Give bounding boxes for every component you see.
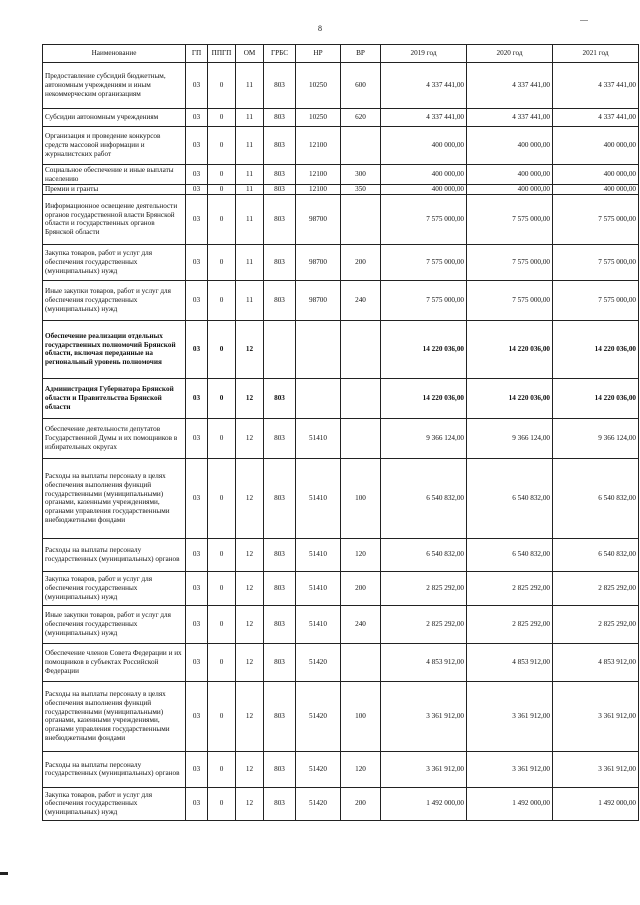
table-row xyxy=(43,194,639,244)
row-2019-cell: 7 575 000,00 xyxy=(381,244,467,280)
row-grbs-cell: 803 xyxy=(264,571,296,605)
row-vr-cell xyxy=(341,643,381,681)
row-2019-cell: 400 000,00 xyxy=(381,165,467,185)
row-ppgp-cell: 0 xyxy=(208,109,236,127)
row-2020-cell: 4 853 912,00 xyxy=(467,643,553,681)
row-om-cell: 12 xyxy=(236,681,264,751)
row-nr-cell: 51410 xyxy=(296,605,341,643)
row-2020-cell: 2 825 292,00 xyxy=(467,571,553,605)
row-2020-cell: 1 492 000,00 xyxy=(467,787,553,820)
row-name-cell: Расходы на выплаты персоналу государственных (муниципальных) органов xyxy=(43,751,186,787)
row-ppgp-cell: 0 xyxy=(208,320,236,378)
row-2021-cell: 400 000,00 xyxy=(553,127,639,165)
row-2021-cell: 4 337 441,00 xyxy=(553,63,639,109)
row-nr-cell: 12100 xyxy=(296,165,341,185)
row-grbs-cell: 803 xyxy=(264,458,296,538)
row-grbs-cell: 803 xyxy=(264,643,296,681)
row-nr-cell xyxy=(296,378,341,418)
table-row xyxy=(43,244,639,280)
row-nr-cell xyxy=(296,320,341,378)
row-2020-cell: 7 575 000,00 xyxy=(467,244,553,280)
row-2021-cell: 7 575 000,00 xyxy=(553,244,639,280)
row-vr-cell: 240 xyxy=(341,605,381,643)
table-row xyxy=(43,681,639,751)
row-gp-cell: 03 xyxy=(186,63,208,109)
row-gp-cell: 03 xyxy=(186,681,208,751)
table-row xyxy=(43,185,639,195)
row-2021-cell: 6 540 832,00 xyxy=(553,538,639,571)
row-gp-cell: 03 xyxy=(186,458,208,538)
row-2019-cell: 400 000,00 xyxy=(381,185,467,195)
row-2019-cell: 14 220 036,00 xyxy=(381,320,467,378)
row-gp-cell: 03 xyxy=(186,185,208,195)
row-nr-cell: 51420 xyxy=(296,787,341,820)
row-name-cell: Субсидии автономным учреждениям xyxy=(43,109,186,127)
header-cell-nr: НР xyxy=(296,45,341,63)
row-gp-cell: 03 xyxy=(186,109,208,127)
row-2021-cell: 14 220 036,00 xyxy=(553,320,639,378)
table-body xyxy=(43,63,639,821)
row-vr-cell xyxy=(341,127,381,165)
row-2019-cell: 4 853 912,00 xyxy=(381,643,467,681)
row-2021-cell: 9 366 124,00 xyxy=(553,418,639,458)
row-ppgp-cell: 0 xyxy=(208,751,236,787)
table-row xyxy=(43,418,639,458)
row-grbs-cell: 803 xyxy=(264,538,296,571)
row-nr-cell: 12100 xyxy=(296,185,341,195)
row-ppgp-cell: 0 xyxy=(208,244,236,280)
row-grbs-cell: 803 xyxy=(264,63,296,109)
row-name-cell: Расходы на выплаты персоналу в целях обеспечения выполнения функций государственными (муниципальными) органами, казенными учреждениями, органами управления государственными внебюджетными фондами xyxy=(43,681,186,751)
row-gp-cell: 03 xyxy=(186,787,208,820)
row-2020-cell: 3 361 912,00 xyxy=(467,751,553,787)
row-grbs-cell: 803 xyxy=(264,127,296,165)
row-name-cell: Информационное освещение деятельности органов государственной власти Брянской области и государственных органов Брянской области xyxy=(43,194,186,244)
row-om-cell: 12 xyxy=(236,605,264,643)
page-number: 8 xyxy=(318,24,322,33)
row-vr-cell xyxy=(341,194,381,244)
row-2021-cell: 2 825 292,00 xyxy=(553,571,639,605)
row-om-cell: 12 xyxy=(236,378,264,418)
row-ppgp-cell: 0 xyxy=(208,418,236,458)
row-vr-cell: 300 xyxy=(341,165,381,185)
row-2021-cell: 3 361 912,00 xyxy=(553,681,639,751)
row-nr-cell: 10250 xyxy=(296,63,341,109)
row-vr-cell: 200 xyxy=(341,244,381,280)
row-2021-cell: 4 337 441,00 xyxy=(553,109,639,127)
row-grbs-cell: 803 xyxy=(264,165,296,185)
header-cell-grbs: ГРБС xyxy=(264,45,296,63)
header-cell-2020: 2020 год xyxy=(467,45,553,63)
row-2020-cell: 6 540 832,00 xyxy=(467,458,553,538)
row-name-cell: Социальное обеспечение и иные выплаты населению xyxy=(43,165,186,185)
row-ppgp-cell: 0 xyxy=(208,458,236,538)
table-row xyxy=(43,63,639,109)
row-vr-cell: 240 xyxy=(341,280,381,320)
row-gp-cell: 03 xyxy=(186,605,208,643)
row-2019-cell: 7 575 000,00 xyxy=(381,280,467,320)
table-row xyxy=(43,458,639,538)
row-vr-cell: 120 xyxy=(341,751,381,787)
row-nr-cell: 51410 xyxy=(296,538,341,571)
row-2021-cell: 7 575 000,00 xyxy=(553,194,639,244)
row-vr-cell: 100 xyxy=(341,458,381,538)
row-nr-cell: 51410 xyxy=(296,418,341,458)
row-vr-cell: 200 xyxy=(341,787,381,820)
row-gp-cell: 03 xyxy=(186,571,208,605)
row-om-cell: 11 xyxy=(236,194,264,244)
row-gp-cell: 03 xyxy=(186,165,208,185)
row-name-cell: Закупка товаров, работ и услуг для обеспечения государственных (муниципальных) нужд xyxy=(43,244,186,280)
row-om-cell: 11 xyxy=(236,280,264,320)
row-nr-cell: 10250 xyxy=(296,109,341,127)
row-om-cell: 12 xyxy=(236,787,264,820)
row-nr-cell: 98700 xyxy=(296,194,341,244)
row-nr-cell: 51420 xyxy=(296,643,341,681)
header-cell-2019: 2019 год xyxy=(381,45,467,63)
row-2020-cell: 2 825 292,00 xyxy=(467,605,553,643)
table-row xyxy=(43,643,639,681)
table-row xyxy=(43,320,639,378)
row-name-cell: Иные закупки товаров, работ и услуг для обеспечения государственных (муниципальных) нужд xyxy=(43,280,186,320)
header-cell-om: ОМ xyxy=(236,45,264,63)
table-row xyxy=(43,378,639,418)
table-row xyxy=(43,109,639,127)
row-om-cell: 12 xyxy=(236,643,264,681)
row-vr-cell xyxy=(341,378,381,418)
row-ppgp-cell: 0 xyxy=(208,127,236,165)
row-2019-cell: 4 337 441,00 xyxy=(381,109,467,127)
row-2021-cell: 400 000,00 xyxy=(553,185,639,195)
row-vr-cell xyxy=(341,418,381,458)
row-ppgp-cell: 0 xyxy=(208,280,236,320)
row-2020-cell: 4 337 441,00 xyxy=(467,63,553,109)
row-gp-cell: 03 xyxy=(186,751,208,787)
table-row xyxy=(43,127,639,165)
row-2019-cell: 400 000,00 xyxy=(381,127,467,165)
row-2020-cell: 14 220 036,00 xyxy=(467,320,553,378)
row-name-cell: Закупка товаров, работ и услуг для обеспечения государственных (муниципальных) нужд xyxy=(43,571,186,605)
row-grbs-cell: 803 xyxy=(264,605,296,643)
row-gp-cell: 03 xyxy=(186,194,208,244)
row-2019-cell: 14 220 036,00 xyxy=(381,378,467,418)
row-ppgp-cell: 0 xyxy=(208,787,236,820)
table-row xyxy=(43,280,639,320)
row-name-cell: Организация и проведение конкурсов средств массовой информации и журналистских работ xyxy=(43,127,186,165)
row-vr-cell: 120 xyxy=(341,538,381,571)
row-2020-cell: 7 575 000,00 xyxy=(467,194,553,244)
row-grbs-cell: 803 xyxy=(264,681,296,751)
row-vr-cell: 200 xyxy=(341,571,381,605)
row-name-cell: Иные закупки товаров, работ и услуг для обеспечения государственных (муниципальных) нужд xyxy=(43,605,186,643)
row-grbs-cell: 803 xyxy=(264,378,296,418)
row-om-cell: 12 xyxy=(236,418,264,458)
row-gp-cell: 03 xyxy=(186,127,208,165)
row-gp-cell: 03 xyxy=(186,418,208,458)
row-grbs-cell: 803 xyxy=(264,280,296,320)
row-gp-cell: 03 xyxy=(186,643,208,681)
row-2020-cell: 7 575 000,00 xyxy=(467,280,553,320)
row-vr-cell xyxy=(341,320,381,378)
row-grbs-cell: 803 xyxy=(264,787,296,820)
table-row xyxy=(43,787,639,820)
row-name-cell: Администрация Губернатора Брянской области и Правительства Брянской области xyxy=(43,378,186,418)
row-vr-cell: 620 xyxy=(341,109,381,127)
row-2021-cell: 1 492 000,00 xyxy=(553,787,639,820)
row-ppgp-cell: 0 xyxy=(208,194,236,244)
row-2019-cell: 2 825 292,00 xyxy=(381,605,467,643)
row-name-cell: Расходы на выплаты персоналу в целях обеспечения выполнения функций государственными (муниципальными) органами, казенными учреждениями, органами управления государственными внебюджетными фондами xyxy=(43,458,186,538)
row-name-cell: Предоставление субсидий бюджетным, автономным учреждениям и иным некоммерческим организациям xyxy=(43,63,186,109)
row-om-cell: 11 xyxy=(236,244,264,280)
table-row xyxy=(43,571,639,605)
row-2020-cell: 400 000,00 xyxy=(467,185,553,195)
header-cell-name: Наименование xyxy=(43,45,186,63)
row-ppgp-cell: 0 xyxy=(208,681,236,751)
row-2021-cell: 2 825 292,00 xyxy=(553,605,639,643)
row-grbs-cell: 803 xyxy=(264,185,296,195)
row-2019-cell: 6 540 832,00 xyxy=(381,538,467,571)
row-gp-cell: 03 xyxy=(186,244,208,280)
row-nr-cell: 51420 xyxy=(296,751,341,787)
row-name-cell: Премии и гранты xyxy=(43,185,186,195)
row-ppgp-cell: 0 xyxy=(208,165,236,185)
row-nr-cell: 51410 xyxy=(296,571,341,605)
row-om-cell: 11 xyxy=(236,185,264,195)
row-2020-cell: 4 337 441,00 xyxy=(467,109,553,127)
row-grbs-cell: 803 xyxy=(264,109,296,127)
row-2021-cell: 400 000,00 xyxy=(553,165,639,185)
row-om-cell: 11 xyxy=(236,165,264,185)
row-gp-cell: 03 xyxy=(186,538,208,571)
table-row xyxy=(43,751,639,787)
row-om-cell: 11 xyxy=(236,63,264,109)
row-om-cell: 12 xyxy=(236,320,264,378)
row-2019-cell: 1 492 000,00 xyxy=(381,787,467,820)
row-2020-cell: 6 540 832,00 xyxy=(467,538,553,571)
header-cell-ppgp: ППГП xyxy=(208,45,236,63)
header-cell-gp: ГП xyxy=(186,45,208,63)
row-2019-cell: 9 366 124,00 xyxy=(381,418,467,458)
budget-table xyxy=(42,44,639,821)
row-om-cell: 12 xyxy=(236,538,264,571)
row-vr-cell: 600 xyxy=(341,63,381,109)
row-gp-cell: 03 xyxy=(186,280,208,320)
row-om-cell: 12 xyxy=(236,751,264,787)
row-2021-cell: 14 220 036,00 xyxy=(553,378,639,418)
header-cell-vr: ВР xyxy=(341,45,381,63)
row-2020-cell: 3 361 912,00 xyxy=(467,681,553,751)
row-grbs-cell: 803 xyxy=(264,194,296,244)
row-grbs-cell xyxy=(264,320,296,378)
row-2019-cell: 3 361 912,00 xyxy=(381,751,467,787)
row-name-cell: Обеспечение деятельности депутатов Государственной Думы и их помощников в избирательных округах xyxy=(43,418,186,458)
row-vr-cell: 350 xyxy=(341,185,381,195)
row-2019-cell: 7 575 000,00 xyxy=(381,194,467,244)
row-2021-cell: 3 361 912,00 xyxy=(553,751,639,787)
row-gp-cell: 03 xyxy=(186,320,208,378)
table-row xyxy=(43,538,639,571)
row-ppgp-cell: 0 xyxy=(208,571,236,605)
row-2020-cell: 400 000,00 xyxy=(467,165,553,185)
row-2019-cell: 4 337 441,00 xyxy=(381,63,467,109)
row-nr-cell: 98700 xyxy=(296,280,341,320)
header-cell-2021: 2021 год xyxy=(553,45,639,63)
row-nr-cell: 12100 xyxy=(296,127,341,165)
row-ppgp-cell: 0 xyxy=(208,378,236,418)
table-header-row xyxy=(43,45,639,63)
row-nr-cell: 51420 xyxy=(296,681,341,751)
row-ppgp-cell: 0 xyxy=(208,643,236,681)
row-om-cell: 11 xyxy=(236,109,264,127)
row-name-cell: Обеспечение членов Совета Федерации и их помощников в субъектах Российской Федерации xyxy=(43,643,186,681)
row-ppgp-cell: 0 xyxy=(208,63,236,109)
row-ppgp-cell: 0 xyxy=(208,538,236,571)
row-2019-cell: 6 540 832,00 xyxy=(381,458,467,538)
row-grbs-cell: 803 xyxy=(264,751,296,787)
row-gp-cell: 03 xyxy=(186,378,208,418)
scan-edge-mark xyxy=(0,872,8,875)
row-name-cell: Обеспечение реализации отдельных государственных полномочий Брянской области, включая переданные на региональный уровень полномочия xyxy=(43,320,186,378)
row-2020-cell: 14 220 036,00 xyxy=(467,378,553,418)
row-2019-cell: 3 361 912,00 xyxy=(381,681,467,751)
row-grbs-cell: 803 xyxy=(264,244,296,280)
table-row xyxy=(43,165,639,185)
row-name-cell: Расходы на выплаты персоналу государственных (муниципальных) органов xyxy=(43,538,186,571)
row-om-cell: 12 xyxy=(236,571,264,605)
row-2021-cell: 6 540 832,00 xyxy=(553,458,639,538)
row-grbs-cell: 803 xyxy=(264,418,296,458)
row-vr-cell: 100 xyxy=(341,681,381,751)
row-om-cell: 11 xyxy=(236,127,264,165)
row-nr-cell: 51410 xyxy=(296,458,341,538)
row-2020-cell: 9 366 124,00 xyxy=(467,418,553,458)
row-om-cell: 12 xyxy=(236,458,264,538)
row-2020-cell: 400 000,00 xyxy=(467,127,553,165)
row-2021-cell: 7 575 000,00 xyxy=(553,280,639,320)
row-2021-cell: 4 853 912,00 xyxy=(553,643,639,681)
scan-mark xyxy=(580,20,588,21)
table-row xyxy=(43,605,639,643)
row-ppgp-cell: 0 xyxy=(208,185,236,195)
row-name-cell: Закупка товаров, работ и услуг для обеспечения государственных (муниципальных) нужд xyxy=(43,787,186,820)
row-nr-cell: 98700 xyxy=(296,244,341,280)
row-ppgp-cell: 0 xyxy=(208,605,236,643)
row-2019-cell: 2 825 292,00 xyxy=(381,571,467,605)
